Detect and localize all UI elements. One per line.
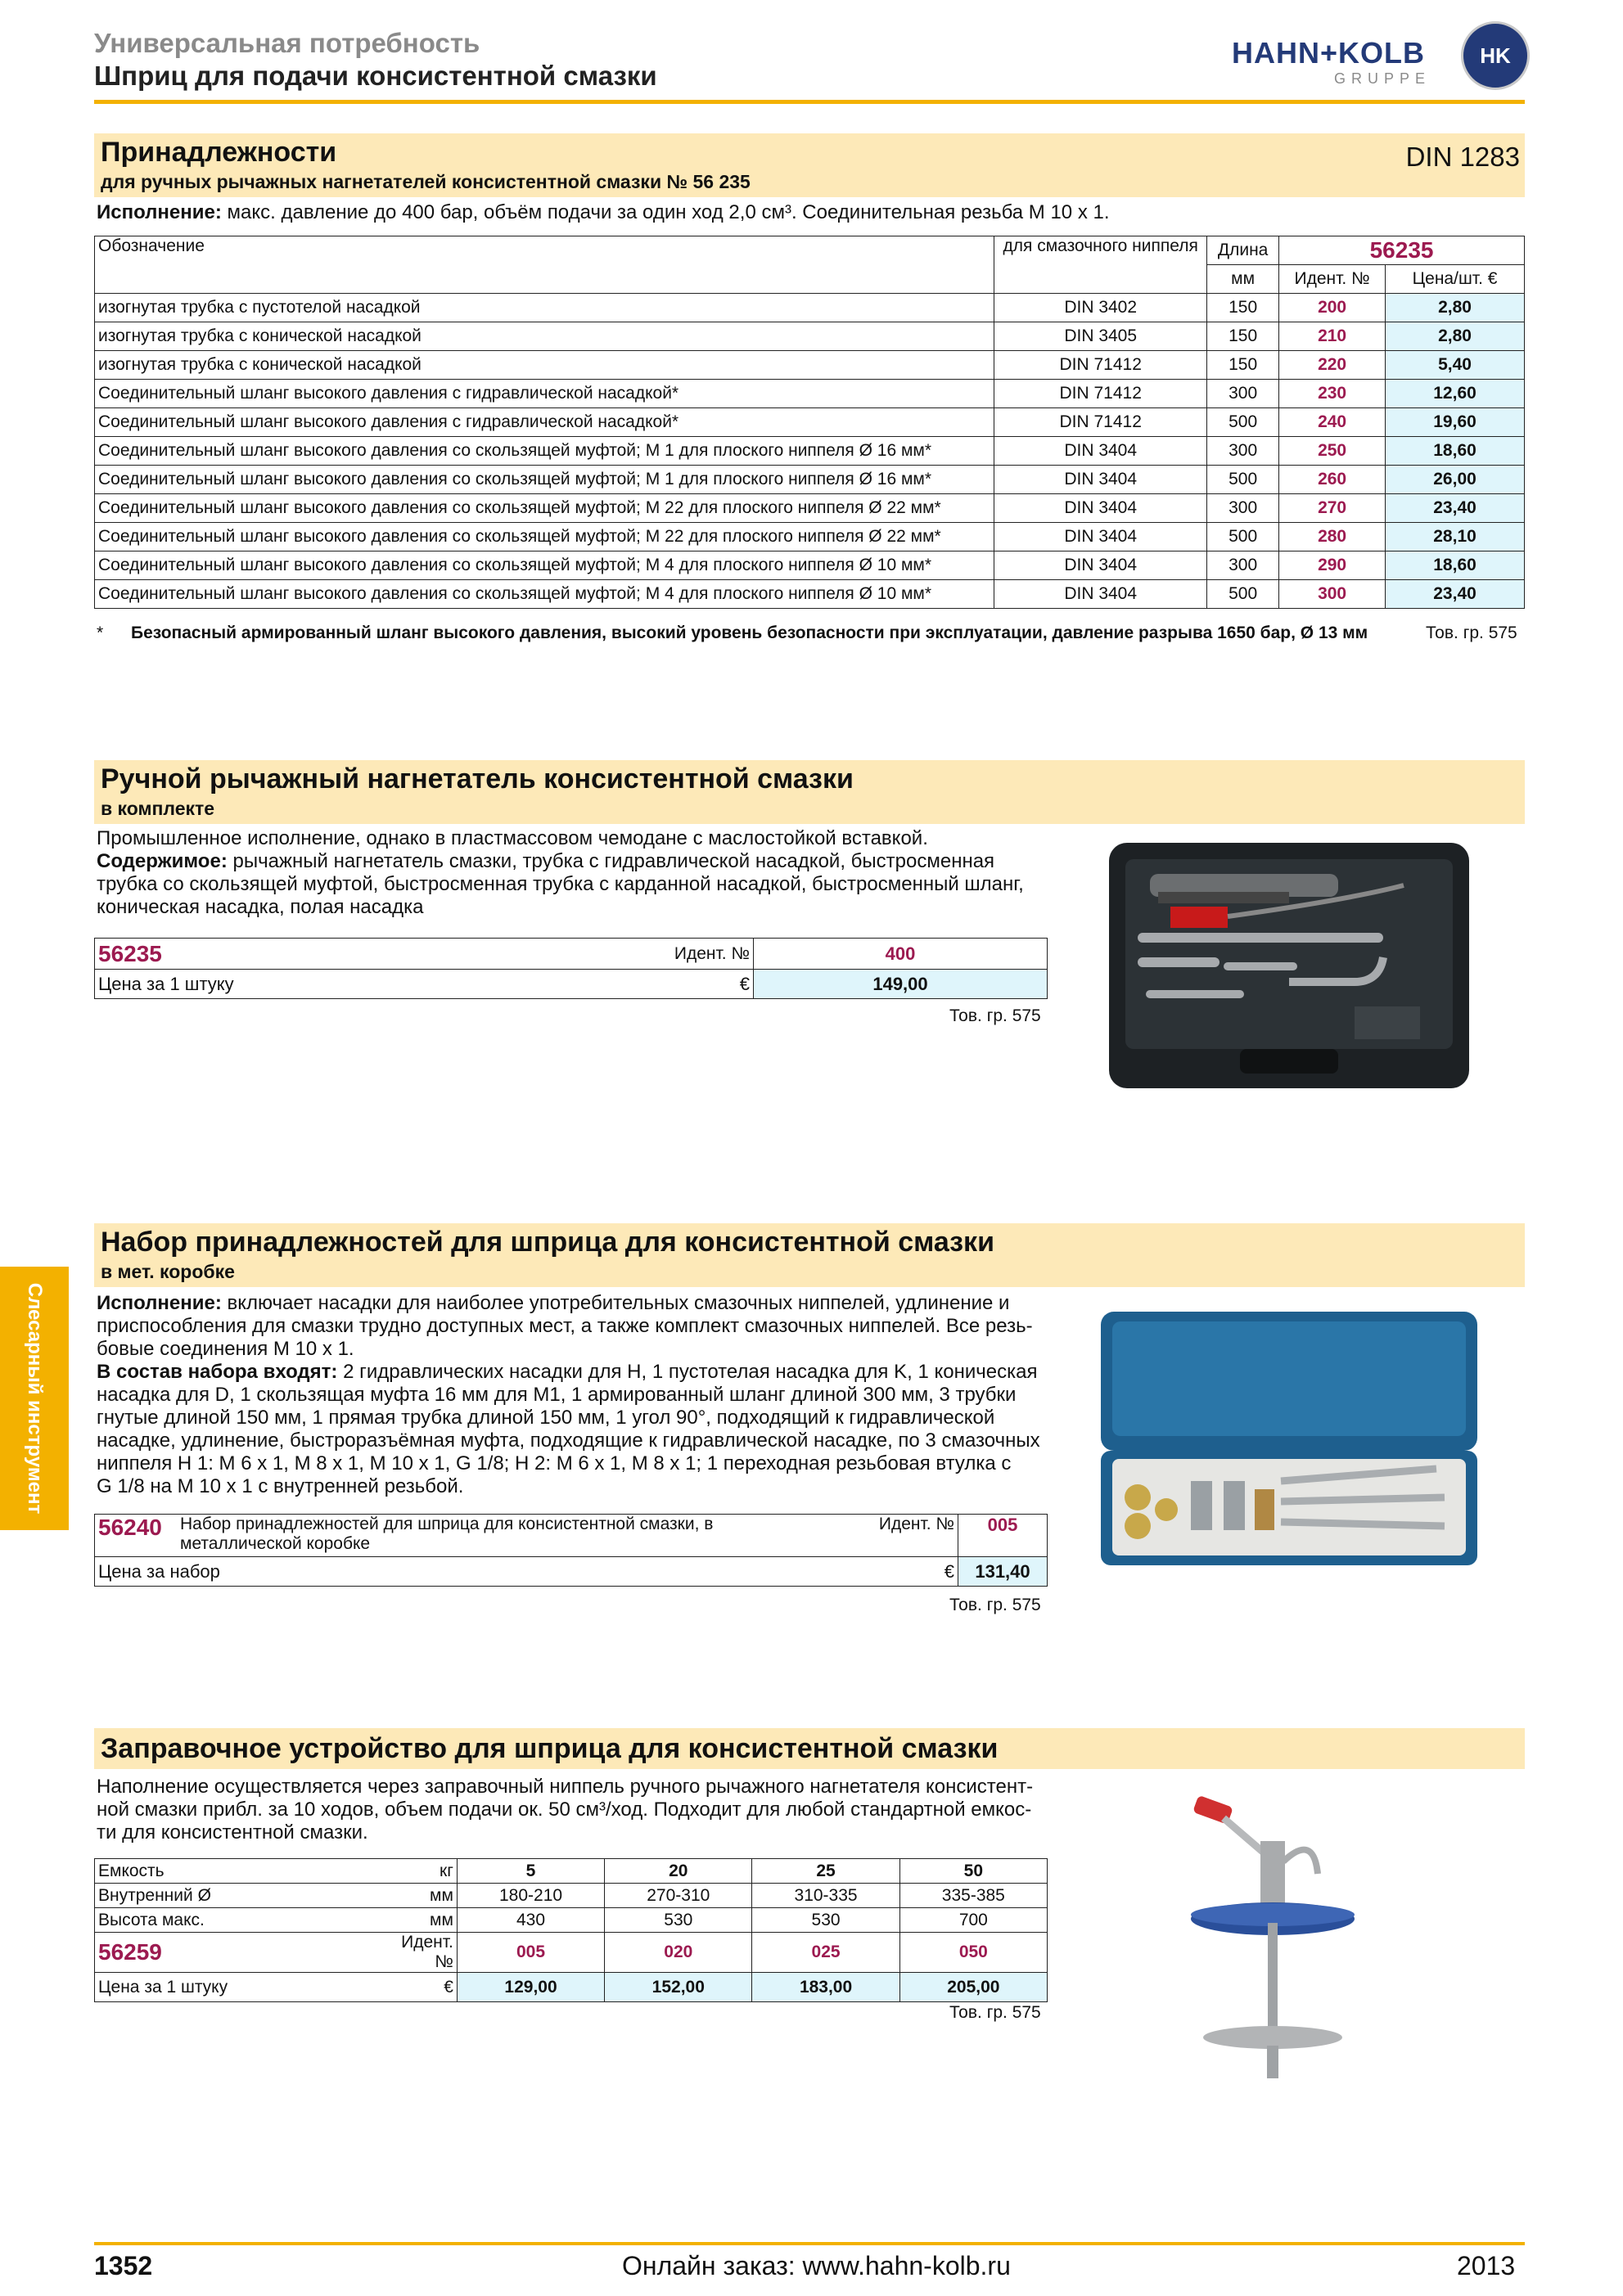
nipple-cell: DIN 71412: [994, 408, 1207, 437]
col-header-price: Цена/шт. €: [1386, 265, 1525, 294]
section-title: Заправочное устройство для шприца для консистентной смазки: [101, 1733, 999, 1764]
ident-cell: 230: [1279, 380, 1386, 408]
table-row: [95, 437, 1525, 466]
price-cell: 18,60: [1386, 437, 1525, 466]
designation-cell: Соединительный шланг высокого давления со скользящей муфтой; M 22 для плоского ниппеля Ø 22 мм*: [95, 494, 994, 523]
price: 205,00: [899, 1973, 1047, 2002]
spec-value: 310-335: [752, 1884, 899, 1908]
table-row: [95, 466, 1525, 494]
spec-value: 270-310: [605, 1884, 752, 1908]
designation-cell: Соединительный шланг высокого давления со скользящей муфтой; M 4 для плоского ниппеля Ø 10 мм*: [95, 580, 994, 609]
ident-label: Идент. №: [398, 1933, 457, 1973]
online-order-link[interactable]: Онлайн заказ: www.hahn-kolb.ru: [622, 2251, 1011, 2280]
spec-value: 430: [457, 1908, 604, 1933]
section-subtitle: для ручных рычажных нагнетателей консистентной смазки № 56 235: [101, 171, 751, 192]
footnote-mark: *: [97, 624, 104, 642]
header-category: Универсальная потребность: [94, 28, 480, 58]
nipple-cell: DIN 3402: [994, 294, 1207, 322]
price-cell: 12,60: [1386, 380, 1525, 408]
section-accessories-header: [94, 133, 1525, 197]
length-cell: 500: [1207, 466, 1279, 494]
accessory-set-box-image: [1093, 1305, 1485, 1583]
length-cell: 150: [1207, 294, 1279, 322]
section-grease-gun-header: [94, 760, 1525, 824]
spec-value: 700: [899, 1908, 1047, 1933]
ident-cell: 200: [1279, 294, 1386, 322]
catalog-year: 2013: [1457, 2251, 1516, 2280]
price-cell: 19,60: [1386, 408, 1525, 437]
price: 152,00: [605, 1973, 752, 2002]
spec-value: 20: [605, 1859, 752, 1884]
currency: €: [501, 970, 754, 999]
footer-divider: [94, 2242, 1525, 2245]
length-cell: 300: [1207, 551, 1279, 580]
spec-value: 25: [752, 1859, 899, 1884]
price: 183,00: [752, 1973, 899, 2002]
article-number: 56235: [1279, 236, 1525, 265]
section-subtitle: в комплекте: [101, 798, 215, 819]
nipple-cell: DIN 3404: [994, 494, 1207, 523]
designation-cell: изогнутая трубка с конической насадкой: [95, 351, 994, 380]
designation-cell: изогнутая трубка с пустотелой насадкой: [95, 294, 994, 322]
price-cell: 2,80: [1386, 294, 1525, 322]
length-cell: 500: [1207, 408, 1279, 437]
price-cell: 2,80: [1386, 322, 1525, 351]
designation-cell: Соединительный шланг высокого давления со скользящей муфтой; M 4 для плоского ниппеля Ø 10 мм*: [95, 551, 994, 580]
nipple-cell: DIN 3405: [994, 322, 1207, 351]
accessory-set-order-table: [94, 1514, 1048, 1587]
designation-cell: Соединительный шланг высокого давления со скользящей муфтой; M 1 для плоского ниппеля Ø 16 мм*: [95, 466, 994, 494]
product-group: Тов. гр. 575: [949, 2003, 1041, 2022]
spec-unit: мм: [398, 1908, 457, 1933]
execution-text: Исполнение: макс. давление до 400 бар, объём подачи за один ход 2,0 см³. Соединительная резьба M 10 x 1.: [97, 201, 1110, 223]
price-label: Цена за 1 штуку: [95, 1973, 399, 2002]
brand-logo-icon: HK: [1461, 21, 1530, 90]
section-title: Набор принадлежностей для шприца для консистентной смазки: [101, 1227, 994, 1258]
col-header-length-unit: мм: [1207, 265, 1279, 294]
designation-cell: Соединительный шланг высокого давления со скользящей муфтой; M 1 для плоского ниппеля Ø 16 мм*: [95, 437, 994, 466]
ident-cell: 280: [1279, 523, 1386, 551]
table-row: [95, 551, 1525, 580]
spec-value: 180-210: [457, 1884, 604, 1908]
grease-gun-case-image: [1101, 835, 1477, 1096]
length-cell: 500: [1207, 580, 1279, 609]
price-cell: 23,40: [1386, 580, 1525, 609]
ident-cell: 300: [1279, 580, 1386, 609]
table-row: [95, 494, 1525, 523]
ident-cell: 220: [1279, 351, 1386, 380]
section-subtitle: в мет. коробке: [101, 1261, 235, 1282]
price: 149,00: [754, 970, 1048, 999]
nipple-cell: DIN 3404: [994, 551, 1207, 580]
ident-cell: 250: [1279, 437, 1386, 466]
designation-cell: Соединительный шланг высокого давления с гидравлической насадкой*: [95, 408, 994, 437]
header-divider: [94, 100, 1525, 104]
price-cell: 23,40: [1386, 494, 1525, 523]
table-row: [95, 294, 1525, 322]
spec-row: [95, 1908, 1048, 1933]
ident-cell: 270: [1279, 494, 1386, 523]
article-number: 56240: [95, 1515, 178, 1557]
table-row: [95, 351, 1525, 380]
spec-value: 335-385: [899, 1884, 1047, 1908]
spec-value: 530: [752, 1908, 899, 1933]
ident-cell: 260: [1279, 466, 1386, 494]
product-group: Тов. гр. 575: [949, 1596, 1041, 1614]
nipple-cell: DIN 71412: [994, 351, 1207, 380]
nipple-cell: DIN 3404: [994, 580, 1207, 609]
ident-label: Идент. №: [501, 939, 754, 970]
ident-number: 400: [754, 939, 1048, 970]
footnote-text: Безопасный армированный шланг высокого давления, высокий уровень безопасности при эксплуатации, давление разрыва 1650 бар, Ø 13 мм: [131, 624, 1368, 642]
designation-cell: Соединительный шланг высокого давления с гидравлической насадкой*: [95, 380, 994, 408]
price: 129,00: [457, 1973, 604, 2002]
table-row: [95, 408, 1525, 437]
spec-value: 5: [457, 1859, 604, 1884]
nipple-cell: DIN 71412: [994, 380, 1207, 408]
length-cell: 300: [1207, 437, 1279, 466]
designation-cell: изогнутая трубка с конической насадкой: [95, 322, 994, 351]
brand-logo-sub: GRUPPE: [1334, 70, 1431, 87]
ident-number: 005: [457, 1933, 604, 1973]
accessory-set-description: Исполнение: включает насадки для наиболее употребительных смазочных ниппелей, удлинение и приспособления для смазки трудно доступных мест, а также комплект смазочных ниппелей. Все резь- бовые соединения M 10 x 1. В состав набора входят: 2 гидравлических насадки для H, 1 пустотелая насадка для K, 1 коническая насадка для D, 1 скользящая муфта 16 мм для M1, 1 армированный шланг длиной 300 мм, 3 трубки гнутые длиной 150 мм, 1 прямая трубка длиной 150 мм, 1 угол 90°, подходящий к гидравлической насадке, удлинение, быстроразъёмная муфта, подходящие к гидравлической насадке, по 3 смазочных ниппеля H 1: M 6 x 1, M 8 x 1, M 10 x 1, G 1/8; H 2: M 6 x 1, M 8 x 1; 1 переходная резьбовая втулка с G 1/8 на M 10 x 1 с внутренней резьбой.: [97, 1292, 1040, 1497]
col-header-designation: Обозначение: [95, 236, 994, 294]
side-tab[interactable]: [0, 1267, 69, 1530]
spec-label: Высота макс.: [95, 1908, 399, 1933]
table-row: [95, 523, 1525, 551]
col-header-ident: Идент. №: [1279, 265, 1386, 294]
spec-unit: кг: [398, 1859, 457, 1884]
set-description: Набор принадлежностей для шприца для консистентной смазки, в металлической коробке: [177, 1515, 841, 1557]
article-number: 56235: [95, 939, 502, 970]
price-cell: 28,10: [1386, 523, 1525, 551]
spec-row: [95, 1859, 1048, 1884]
article-number: 56259: [95, 1933, 399, 1973]
spec-unit: мм: [398, 1884, 457, 1908]
designation-cell: Соединительный шланг высокого давления со скользящей муфтой; M 22 для плоского ниппеля Ø 22 мм*: [95, 523, 994, 551]
col-header-length: Длина: [1207, 236, 1279, 265]
spec-value: 530: [605, 1908, 752, 1933]
length-cell: 150: [1207, 322, 1279, 351]
grease-gun-order-table: [94, 938, 1048, 999]
section-title: Принадлежности: [101, 137, 337, 168]
section-accessory-set-header: [94, 1223, 1525, 1287]
accessories-table: [94, 236, 1525, 609]
price-cell: 26,00: [1386, 466, 1525, 494]
section-title: Ручной рычажный нагнетатель консистентной смазки: [101, 763, 854, 795]
nipple-cell: DIN 3404: [994, 523, 1207, 551]
product-group: Тов. гр. 575: [1426, 624, 1517, 642]
standard-label: DIN 1283: [1405, 142, 1520, 172]
filling-device-description: Наполнение осуществляется через заправочный ниппель ручного рычажного нагнетателя консистент- ной смазки прибл. за 10 ходов, объем подачи ок. 50 см³/ход. Подходит для любой стандартной емкос- ти для консистентной смазки.: [97, 1776, 1034, 1844]
ident-cell: 240: [1279, 408, 1386, 437]
length-cell: 300: [1207, 494, 1279, 523]
table-row: [95, 322, 1525, 351]
price-cell: 18,60: [1386, 551, 1525, 580]
ident-number: 020: [605, 1933, 752, 1973]
spec-value: 50: [899, 1859, 1047, 1884]
ident-number: 050: [899, 1933, 1047, 1973]
spec-label: Емкость: [95, 1859, 399, 1884]
length-cell: 500: [1207, 523, 1279, 551]
spec-row: [95, 1884, 1048, 1908]
spec-label: Внутренний Ø: [95, 1884, 399, 1908]
brand-logo-text: HAHN+KOLB: [1232, 36, 1426, 70]
currency: €: [841, 1557, 958, 1587]
filling-device-image: [1179, 1784, 1383, 2095]
price-label: Цена за 1 штуку: [95, 970, 502, 999]
price-cell: 5,40: [1386, 351, 1525, 380]
nipple-cell: DIN 3404: [994, 466, 1207, 494]
ident-number: 005: [958, 1515, 1048, 1557]
ident-number: 025: [752, 1933, 899, 1973]
ident-label: Идент. №: [841, 1515, 958, 1557]
header-title: Шприц для подачи консистентной смазки: [94, 61, 657, 91]
price-label: Цена за набор: [95, 1557, 841, 1587]
product-group: Тов. гр. 575: [949, 1006, 1041, 1025]
grease-gun-description: Промышленное исполнение, однако в пластмассовом чемодане с маслостойкой вставкой. Содержимое: рычажный нагнетатель смазки, трубка с гидравлической насадкой, быстросменная трубка со скользящей муфтой, быстросменная трубка с карданной насадкой, быстросменный шланг, коническая насадка, полая насадка: [97, 827, 1024, 918]
ident-cell: 210: [1279, 322, 1386, 351]
ident-cell: 290: [1279, 551, 1386, 580]
filling-device-table: [94, 1858, 1048, 2002]
table-row: [95, 380, 1525, 408]
section-filling-device-header: [94, 1728, 1525, 1769]
page-number: 1352: [94, 2251, 153, 2280]
length-cell: 150: [1207, 351, 1279, 380]
length-cell: 300: [1207, 380, 1279, 408]
price: 131,40: [958, 1557, 1048, 1587]
nipple-cell: DIN 3404: [994, 437, 1207, 466]
table-row: [95, 580, 1525, 609]
col-header-nipple: для смазочного ниппеля: [994, 236, 1207, 294]
side-tab-label: Слесарный инструмент: [24, 1282, 46, 1515]
currency: €: [398, 1973, 457, 2002]
